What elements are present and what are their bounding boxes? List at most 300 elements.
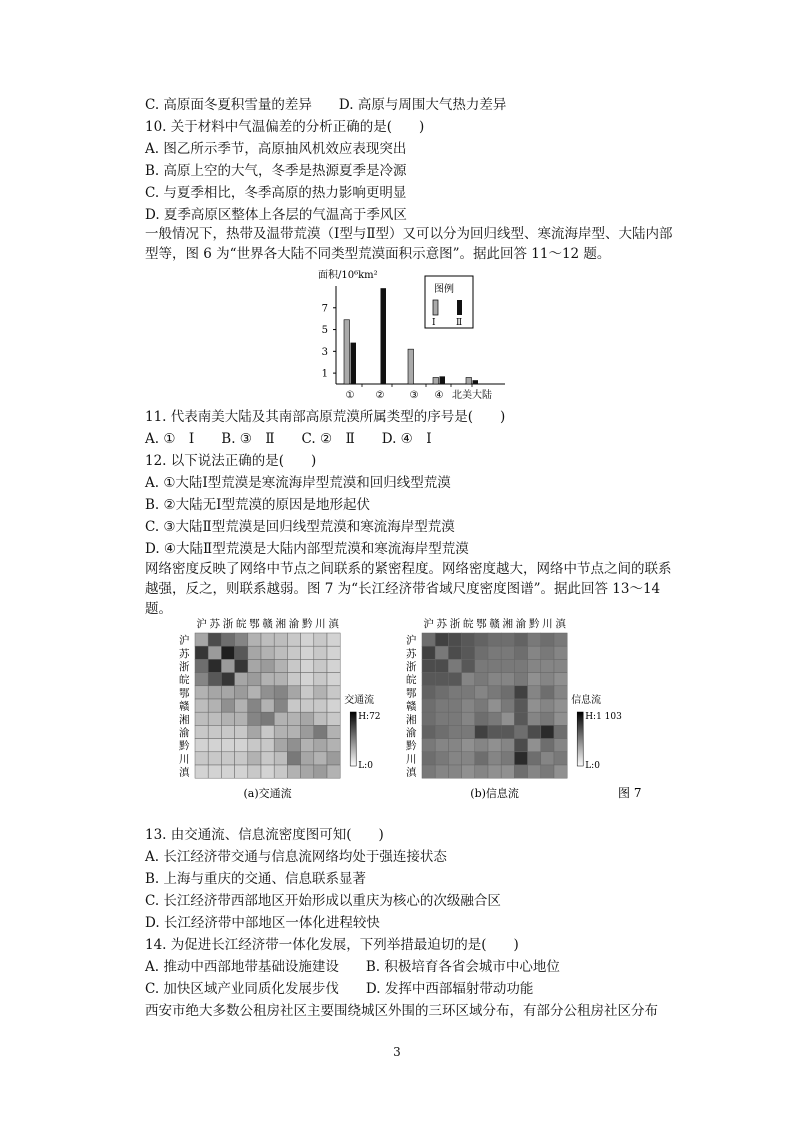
desert-area-chart [300,268,530,403]
bar-ii-4 [473,380,479,384]
heat-cell [514,659,527,672]
col-label: 浙 [449,618,461,630]
heat-cell [195,765,208,778]
row-label: 黔 [179,740,190,753]
heat-cell [541,659,554,672]
col-label: 沪 [196,618,207,630]
heat-cell [221,673,234,686]
q13-option-a: A. 长江经济带交通与信息流网络均处于强连接状态 [145,849,447,865]
col-label: 滇 [555,618,566,630]
heat-cell [221,725,234,738]
heat-cell [327,686,340,699]
heat-cell [208,686,221,699]
next-intro: 西安市绝大多数公租房社区主要围绕城区外围的三环区域分布，有部分公租房社区分布 [145,1003,658,1019]
heat-cell [287,699,300,712]
q13-option-d: D. 长江经济带中部地区一体化进程较快 [145,915,380,931]
heat-cell [528,739,541,752]
heat-cell [435,686,448,699]
heat-cell [287,659,300,672]
heat-cell [261,765,274,778]
heat-cell [514,699,527,712]
legend-low: L:0 [358,761,373,771]
heat-cell [261,739,274,752]
row-label: 湘 [179,713,190,726]
heat-cell [301,699,314,712]
heat-cell [221,765,234,778]
heat-cell [435,646,448,659]
q12-option-c: C. ③大陆Ⅱ型荒漠是回归线型荒漠和寒流海岸型荒漠 [145,519,455,535]
heat-cell [195,699,208,712]
heat-cell [287,646,300,659]
q12-stem: 12. 以下说法正确的是( ) [145,453,317,469]
col-label: 黔 [301,618,313,630]
heat-cell [514,633,527,646]
heat-cell [195,659,208,672]
q13-stem: 13. 由交通流、信息流密度图可知( ) [145,827,384,843]
heat-cell [554,739,567,752]
heat-cell [554,633,567,646]
col-label: 苏 [209,618,221,630]
heat-cell [488,646,501,659]
chart-ylabel: 面积/10⁶km² [318,270,378,281]
heat-cell [208,739,221,752]
heat-cell [435,659,448,672]
heat-cell [501,752,514,765]
legend-title: 信息流 [571,695,602,706]
heat-cell [448,646,461,659]
col-label: 鄂 [476,618,487,630]
heat-cell [462,686,475,699]
heat-cell [327,673,340,686]
heat-cell [248,686,261,699]
row-label: 湘 [406,713,417,726]
heat-cell [248,633,261,646]
heat-cell [448,739,461,752]
bar-ii-3 [440,376,446,384]
heat-cell [195,752,208,765]
heat-cell [514,765,527,778]
row-label: 苏 [179,647,190,660]
heat-cell [501,673,514,686]
heat-cell [501,659,514,672]
heat-cell [301,765,314,778]
heat-cell [301,712,314,725]
heat-cell [248,739,261,752]
heat-cell [195,739,208,752]
heat-cell [554,659,567,672]
q14-option-cd: C. 加快区域产业同质化发展步伐 D. 发挥中西部辐射带动功能 [145,981,534,997]
legend-gradient [577,712,583,766]
heat-cell [475,765,488,778]
heat-cell [248,712,261,725]
y-tick-label: 1 [321,368,328,380]
heat-cell [301,686,314,699]
heat-cell [435,765,448,778]
heat-cell [221,739,234,752]
heat-cell [422,725,435,738]
col-label: 滇 [328,618,339,630]
legend-gradient [350,712,356,766]
row-label: 鄂 [406,687,417,700]
heat-cell [554,673,567,686]
heat-cell [528,699,541,712]
heat-cell [314,633,327,646]
heat-cell [261,712,274,725]
heat-cell [462,752,475,765]
heat-cell [327,752,340,765]
heat-cell [221,633,234,646]
heat-cell [208,646,221,659]
heat-cell [195,686,208,699]
heat-cell [261,752,274,765]
heat-cell [541,699,554,712]
heat-cell [528,659,541,672]
col-label: 苏 [436,618,448,630]
heat-cell [528,646,541,659]
heat-cell [261,699,274,712]
heatmap-caption: (b)信息流 [470,787,519,800]
q10-stem: 10. 关于材料中气温偏差的分析正确的是( ) [145,119,425,135]
heat-cell [541,633,554,646]
q13-option-b: B. 上海与重庆的交通、信息联系显著 [145,871,367,887]
heat-cell [248,659,261,672]
heat-cell [195,712,208,725]
q13-option-c: C. 长江经济带西部地区开始形成以重庆为核心的次级融合区 [145,893,501,909]
heat-cell [314,739,327,752]
legend-swatch-ii [457,300,462,315]
q9-option-cd: C. 高原面冬夏积雪量的差异 D. 高原与周围大气热力差异 [145,97,507,113]
col-label: 鄂 [249,618,260,630]
heat-cell [274,765,287,778]
heat-cell [327,659,340,672]
heatmap-caption: (a)交通流 [243,787,292,800]
heat-cell [475,712,488,725]
heat-cell [475,633,488,646]
heat-cell [327,739,340,752]
heat-cell [314,699,327,712]
heat-cell [541,739,554,752]
bar-i-3 [433,377,439,384]
heat-cell [528,686,541,699]
heat-cell [501,739,514,752]
heat-cell [501,765,514,778]
row-label: 浙 [179,661,190,673]
heat-cell [314,765,327,778]
heat-cell [221,659,234,672]
legend-high: H:72 [358,712,381,722]
col-label: 渝 [515,618,527,630]
col-label: 川 [315,618,326,630]
x-tick-label: ① [345,390,355,401]
heat-cell [235,646,248,659]
heat-cell [462,725,475,738]
heat-cell [448,659,461,672]
heat-cell [488,712,501,725]
y-tick-label: 3 [321,346,328,358]
heat-cell [475,646,488,659]
heat-cell [301,659,314,672]
row-label: 浙 [406,661,417,673]
heat-cell [287,673,300,686]
legend-swatch-i [433,300,438,315]
heat-cell [208,673,221,686]
heat-cell [475,739,488,752]
page-number: 3 [393,1045,401,1059]
bar-ii-1 [381,288,387,384]
heat-cell [462,739,475,752]
heat-cell [208,699,221,712]
heat-cell [462,633,475,646]
intro-desert: 一般情况下，热带及温带荒漠（Ⅰ型与Ⅱ型）又可以分为回归线型、寒流海岸型、大陆内部型等，图 6 为“世界各大陆不同类型荒漠面积示意图”。据此回答 11～12 题。 [145,226,673,262]
heat-cell [248,725,261,738]
heat-cell [261,659,274,672]
x-tick-label: ③ [409,390,419,401]
row-label: 苏 [406,647,417,660]
q12-option-d: D. ④大陆Ⅱ型荒漠是大陆内部型荒漠和寒流海岸型荒漠 [145,541,469,557]
heat-cell [314,686,327,699]
x-tick-label: 北美大陆 [452,390,492,401]
bar-i-4 [466,377,472,384]
x-tick-label: ② [375,390,385,401]
heat-cell [327,725,340,738]
heat-cell [554,752,567,765]
heat-cell [235,712,248,725]
q14-stem: 14. 为促进长江经济带一体化发展，下列举措最迫切的是( ) [145,937,519,953]
q10-option-a: A. 图乙所示季节，高原抽风机效应表现突出 [145,141,407,157]
row-label: 滇 [179,766,190,779]
heat-cell [488,673,501,686]
heat-cell [301,725,314,738]
heat-cell [462,646,475,659]
q10-option-d: D. 夏季高原区整体上各层的气温高于季风区 [145,207,407,223]
heat-cell [488,686,501,699]
bar-i-0 [344,320,350,384]
heat-cell [274,712,287,725]
heat-cell [248,646,261,659]
heat-cell [554,712,567,725]
heat-cell [235,752,248,765]
heat-cell [541,686,554,699]
col-label: 湘 [275,618,287,630]
heat-cell [475,659,488,672]
heat-cell [475,725,488,738]
heat-cell [301,752,314,765]
heat-cell [435,712,448,725]
legend-low: L:0 [585,761,600,771]
q14-option-ab: A. 推动中西部地带基础设施建设 B. 积极培育各省会城市中心地位 [145,959,560,975]
q11-stem: 11. 代表南美大陆及其南部高原荒漠所属类型的序号是( ) [145,409,506,425]
row-label: 渝 [179,727,190,739]
col-label: 皖 [462,618,474,630]
heat-cell [448,633,461,646]
heat-cell [221,646,234,659]
heat-cell [475,752,488,765]
heat-cell [208,633,221,646]
heat-cell [274,725,287,738]
heat-cell [235,739,248,752]
q10-option-c: C. 与夏季相比，冬季高原的热力影响更明显 [145,185,407,201]
row-label: 沪 [406,634,417,647]
heat-cell [327,699,340,712]
heat-cell [235,659,248,672]
heat-cell [195,673,208,686]
heat-cell [248,765,261,778]
heat-cell [541,725,554,738]
row-label: 皖 [179,674,190,687]
row-label: 皖 [406,674,417,687]
heat-cell [435,752,448,765]
heat-cell [287,752,300,765]
heat-cell [475,686,488,699]
heat-cell [462,673,475,686]
heat-cell [514,712,527,725]
heat-cell [274,752,287,765]
legend-high: H:1 103 [585,712,622,722]
heat-cell [422,765,435,778]
heat-cell [422,659,435,672]
heat-cell [488,659,501,672]
heat-cell [448,752,461,765]
heat-cell [501,725,514,738]
heat-cell [274,633,287,646]
q12-option-a: A. ①大陆Ⅰ型荒漠是寒流海岸型荒漠和回归线型荒漠 [145,475,451,491]
heat-cell [261,686,274,699]
heat-cell [475,699,488,712]
heat-cell [422,699,435,712]
heat-cell [235,633,248,646]
heat-cell [462,712,475,725]
heat-cell [314,659,327,672]
col-label: 川 [542,618,553,630]
col-label: 湘 [502,618,514,630]
heat-cell [314,673,327,686]
heat-cell [327,646,340,659]
heat-cell [235,765,248,778]
heat-cell [208,752,221,765]
heat-cell [501,633,514,646]
heat-cell [301,739,314,752]
heat-cell [235,699,248,712]
heat-cell [221,712,234,725]
col-label: 浙 [222,618,234,630]
heat-cell [422,673,435,686]
heat-cell [422,686,435,699]
heat-cell [261,725,274,738]
figure7-heatmaps [170,615,660,805]
legend-label-i: Ⅰ [432,318,436,328]
legend-title: 图例 [434,284,454,295]
heat-cell [235,686,248,699]
q12-option-b: B. ②大陆无Ⅰ型荒漠的原因是地形起伏 [145,497,370,513]
heat-cell [287,686,300,699]
heat-cell [261,646,274,659]
heat-cell [274,686,287,699]
heat-cell [488,739,501,752]
heat-cell [448,686,461,699]
heat-cell [462,765,475,778]
heat-cell [514,739,527,752]
heat-cell [314,752,327,765]
heat-cell [488,699,501,712]
heat-cell [221,686,234,699]
heat-cell [287,725,300,738]
heat-cell [462,699,475,712]
heat-cell [514,686,527,699]
heat-cell [488,752,501,765]
heat-cell [327,633,340,646]
heat-cell [514,646,527,659]
heat-cell [448,725,461,738]
heat-cell [448,699,461,712]
x-tick-label: ④ [434,390,444,401]
heat-cell [554,646,567,659]
heat-cell [435,739,448,752]
heat-cell [514,725,527,738]
heat-cell [422,712,435,725]
heat-cell [287,739,300,752]
col-label: 赣 [489,618,500,630]
col-label: 渝 [288,618,300,630]
heat-cell [287,712,300,725]
col-label: 赣 [262,618,273,630]
heat-cell [541,765,554,778]
heat-cell [554,686,567,699]
heat-cell [261,673,274,686]
heat-cell [301,646,314,659]
heat-cell [287,633,300,646]
heat-cell [448,712,461,725]
bar-ii-0 [351,343,357,384]
heat-cell [422,739,435,752]
heat-cell [528,752,541,765]
heat-cell [195,725,208,738]
q10-option-b: B. 高原上空的大气，冬季是热源夏季是冷源 [145,163,407,179]
y-tick-label: 7 [321,303,328,315]
heat-cell [314,725,327,738]
heat-cell [488,765,501,778]
heat-cell [274,673,287,686]
heat-cell [422,646,435,659]
heat-cell [208,712,221,725]
heat-cell [195,633,208,646]
heat-cell [208,765,221,778]
heat-cell [248,673,261,686]
heat-cell [528,725,541,738]
legend-title: 交通流 [344,695,375,706]
row-label: 赣 [406,700,417,713]
heat-cell [221,752,234,765]
col-label: 沪 [423,618,434,630]
figure7-label: 图 7 [618,786,642,800]
heat-cell [554,765,567,778]
row-label: 渝 [406,727,417,739]
heat-cell [248,752,261,765]
heat-cell [287,765,300,778]
heat-cell [475,673,488,686]
heat-cell [541,673,554,686]
row-label: 川 [179,753,190,766]
heat-cell [554,725,567,738]
heat-cell [235,673,248,686]
heat-cell [462,659,475,672]
col-label: 皖 [235,618,247,630]
heat-cell [235,725,248,738]
row-label: 川 [406,753,417,766]
heat-cell [501,686,514,699]
row-label: 赣 [179,700,190,713]
heat-cell [554,699,567,712]
heat-cell [501,712,514,725]
